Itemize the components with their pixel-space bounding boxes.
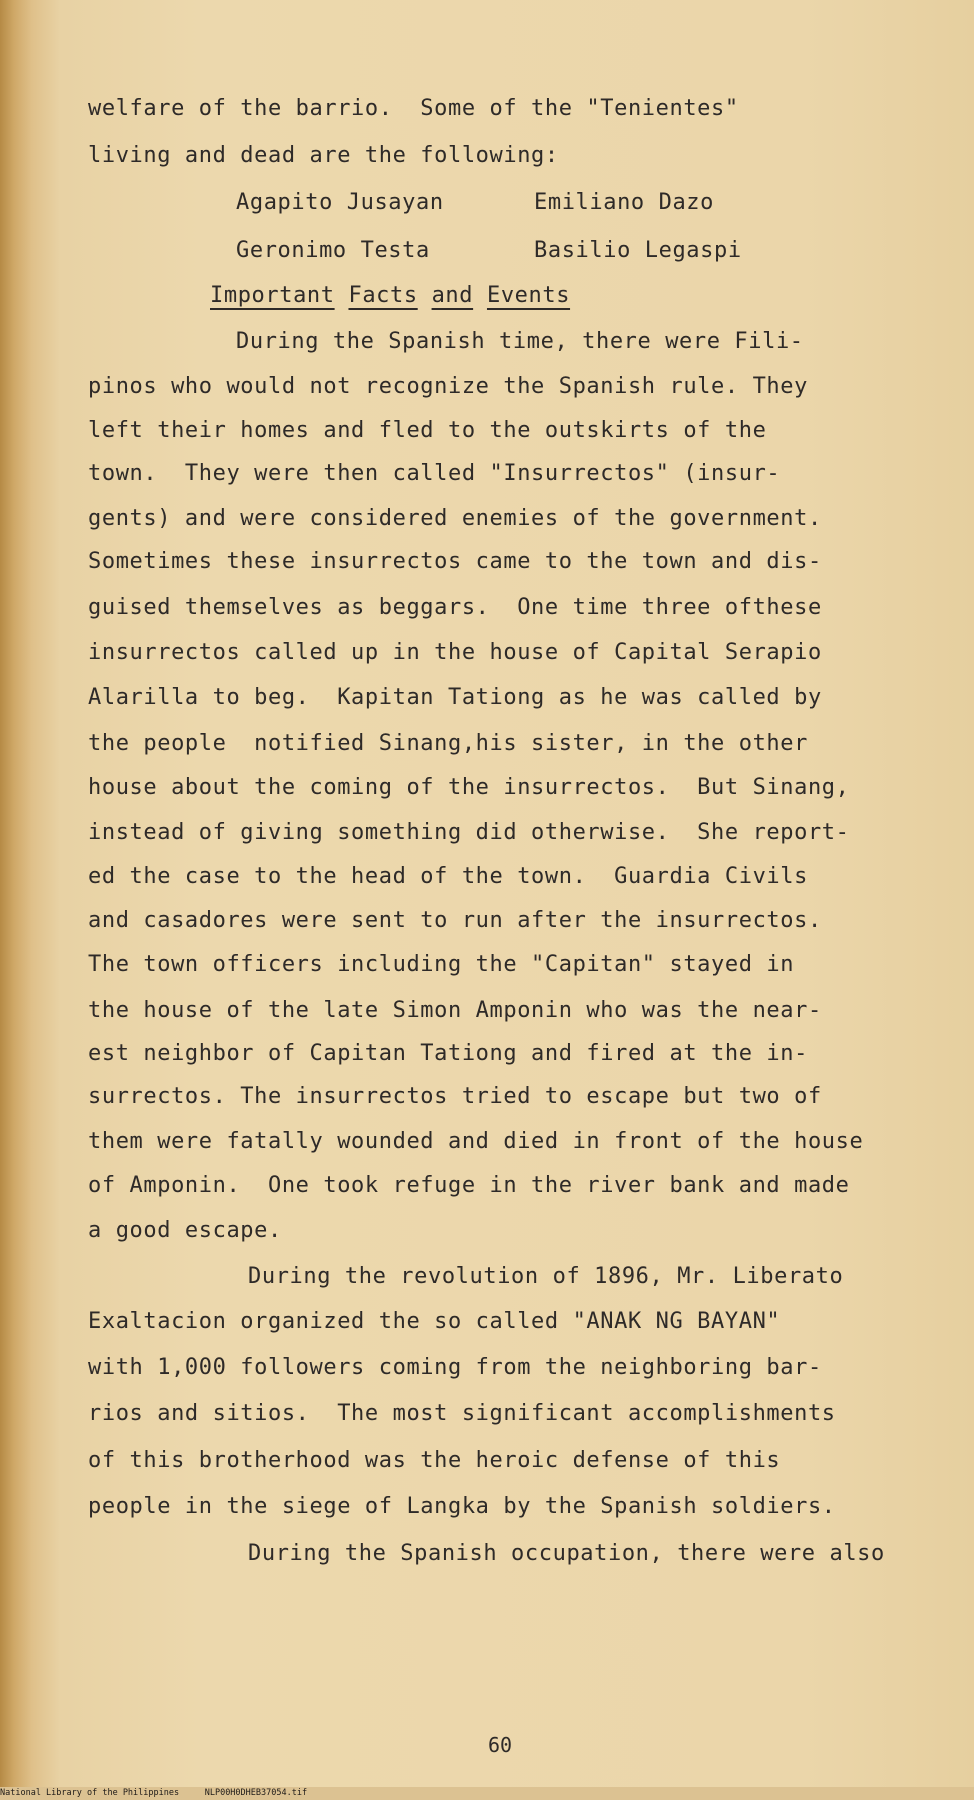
text-line: house about the coming of the insurrectos. But Sinang, [88,775,850,800]
text-line: During the Spanish occupation, there were also [248,1541,885,1566]
footer-library: National Library of the Philippines [0,1788,180,1798]
heading-word: and [431,283,474,308]
section-heading [210,283,570,309]
text-line: of Amponin. One took refuge in the river bank and made [88,1173,850,1198]
heading-word: Events [486,283,571,308]
text-line: Alarilla to beg. Kapitan Tationg as he was called by [88,685,822,710]
heading-word: Important [210,283,335,308]
heading-word: Facts [348,283,418,308]
text-line: with 1,000 followers coming from the neighboring bar- [88,1355,822,1380]
text-line: guised themselves as beggars. One time three ofthese [88,595,822,620]
text-line: people in the siege of Langka by the Spanish soldiers. [88,1494,836,1519]
text-line: of this brotherhood was the heroic defense of this [88,1448,781,1473]
text-line: welfare of the barrio. Some of the "Tenientes" [88,96,739,121]
page-number: 60 [488,1733,513,1757]
text-line: the people notified Sinang,his sister, in the other [88,731,808,756]
text-line: and casadores were sent to run after the insurrectos. [88,908,822,933]
text-line: town. They were then called "Insurrectos" (insur- [88,461,781,486]
text-line: Exaltacion organized the so called "ANAK NG BAYAN" [88,1309,781,1334]
text-line: them were fatally wounded and died in front of the house [88,1129,864,1154]
teniente-name: Agapito Jusayan [236,190,444,215]
teniente-name: Basilio Legaspi [534,238,742,263]
scan-footer [0,1787,974,1800]
text-line: The town officers including the "Capitan" stayed in [88,952,795,977]
text-line: During the Spanish time, there were Fili- [236,329,804,354]
text-line: pinos who would not recognize the Spanish rule. They [88,374,808,399]
text-line: surrectos. The insurrectos tried to escape but two of [88,1084,822,1109]
text-line: a good escape. [88,1218,282,1243]
text-line: instead of giving something did otherwise. She report- [88,820,850,845]
text-line: During the revolution of 1896, Mr. Liberato [248,1264,844,1289]
text-line: insurrectos called up in the house of Capital Serapio [88,640,822,665]
footer-file-id: NLP00H0DHEB37054.tif [204,1788,308,1798]
text-line: est neighbor of Capitan Tationg and fired at the in- [88,1041,808,1066]
text-line: gents) and were considered enemies of the government. [88,506,822,531]
text-line: Sometimes these insurrectos came to the town and dis- [88,549,822,574]
teniente-name: Geronimo Testa [236,238,430,263]
text-line: ed the case to the head of the town. Guardia Civils [88,864,808,889]
text-line: living and dead are the following: [88,143,559,168]
text-line: rios and sitios. The most significant accomplishments [88,1401,836,1426]
text-line: the house of the late Simon Amponin who was the near- [88,998,822,1023]
text-line: left their homes and fled to the outskirts of the [88,418,767,443]
teniente-name: Emiliano Dazo [534,190,714,215]
